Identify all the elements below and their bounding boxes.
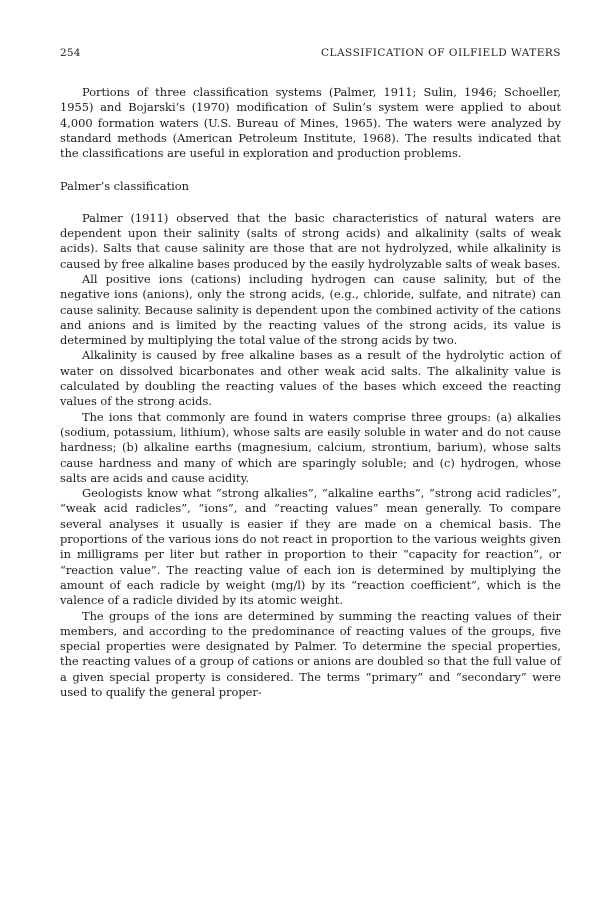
paragraph-reacting-values: Geologists know what “strong alkalies”, “alkaline earths”, “strong acid radicles”, “weak acid radicles”, “ions”, and “reacting values” mean generally. To compare several analyses it usually is easier if they are made on a chemical basis. The proportions of the various ions do not react in proportion to the various weights given in milligrams per liter but rather in proportion to their “capacity for reaction”, or “reaction value”. The reacting value of each ion is determined by multiplying the amount of each radicle by weight (mg/l) by its “reaction coefficient”, which is the valence of a radicle divided by its atomic weight. [60, 486, 561, 608]
running-title: CLASSIFICATION OF OILFIELD WATERS [320, 47, 561, 59]
page-number: 254 [60, 47, 81, 59]
paragraph-special-properties: The groups of the ions are determined by summing the reacting values of their members, and according to the predominance of reacting values of the groups, five special properties were designated by Palmer. To determine the special properties, the reacting values of a group of cations or anions are doubled so that the full value of a given special property is considered. The terms “primary” and “secondary” were used to qualify the general proper- [60, 608, 561, 699]
paragraph-salinity-alkalinity: Palmer (1911) observed that the basic characteristics of natural waters are dependent upon their salinity (salts of strong acids) and alkalinity (salts of weak acids). Salts that cause salinity are those that are not hydrolyzed, while alkalinity is caused by free alkaline bases produced by the easily hydrolyzable salts of weak bases. [60, 210, 561, 271]
section-heading: Palmer’s classification [60, 179, 189, 194]
paragraph-ions-salinity: All positive ions (cations) including hydrogen can cause salinity, but of the negative ions (anions), only the strong acids, (e.g., chloride, sulfate, and nitrate) can cause salinity. Because salinity is dependent upon the combined activity of the cations and anions and is limited by the reacting values of the strong acids, its value is determined by multiplying the total value of the strong acids by two. [60, 271, 561, 348]
body-text [60, 85, 561, 700]
paragraph-alkalinity: Alkalinity is caused by free alkaline bases as a result of the hydrolytic action of water on dissolved bicarbonates and other weak acid salts. The alkalinity value is calculated by doubling the reacting values of the bases which exceed the reacting values of the strong acids. [60, 348, 561, 409]
book-page [60, 46, 561, 700]
paragraph-ion-groups: The ions that commonly are found in waters comprise three groups: (a) alkalies (sodium, potassium, lithium), whose salts are easily soluble in water and do not cause hardness; (b) alkaline earths (magnesium, calcium, strontium, barium), whose salts cause hardness and many of which are sparingly soluble; and (c) hydrogen, whose salts are acids and cause acidity. [60, 409, 561, 485]
intro-paragraph: Portions of three classification systems (Palmer, 1911; Sulin, 1946; Schoeller, 1955) and Bojarski’s (1970) modification of Sulin’s system were applied to about 4,000 formation waters (U.S. Bureau of Mines, 1965). The waters were analyzed by standard methods (American Petroleum Institute, 1968). The results indicated that the classifications are useful in exploration and production problems. [60, 85, 561, 161]
running-head [60, 46, 561, 60]
